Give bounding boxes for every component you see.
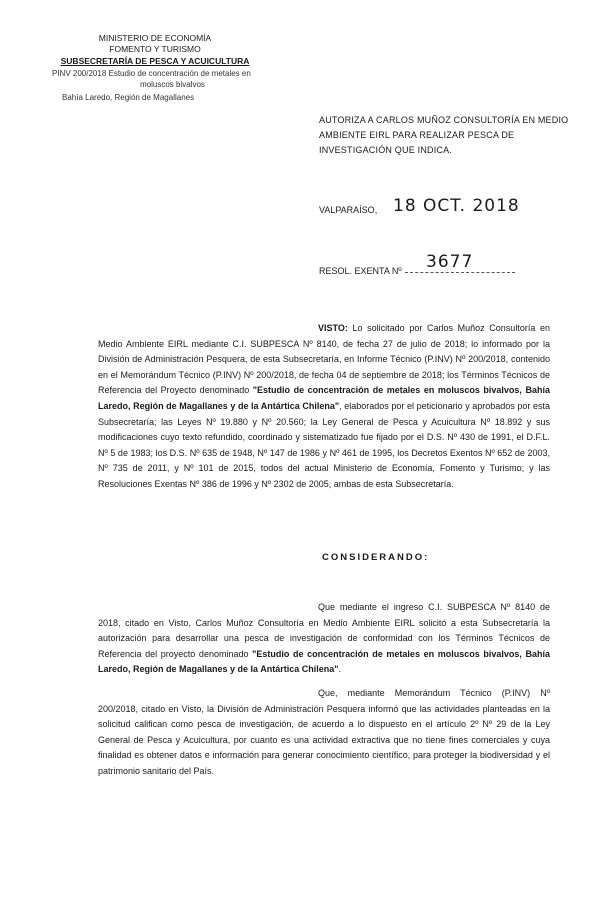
document-title: AUTORIZA A CARLOS MUÑOZ CONSULTORÍA EN MEDIO AMBIENTE EIRL PARA REALIZAR PESCA DE INVESTIGACIÓN QUE INDICA. — [319, 115, 569, 155]
visto-project-name: "Estudio de concentración de metales en moluscos bivalvos, Bahía Laredo, Región de Magallanes y de la Antártica Chilena" — [98, 385, 550, 411]
visto-text-1: Lo solicitado por Carlos Muñoz Consultoría en Medio Ambiente EIRL mediante C.I. SUBPESCA Nº 8140, de fecha 27 de julio de 2018; lo informado por la División de Administración Pesquera, de esta Subsecretaría, en Informe Técnico (P.INV) Nº 200/2018, contenido en el Memorándum Técnico (P.INV) Nº 200/2018, de fecha 04 de septiembre de 2018; los Términos Técnicos de Referencia del Proyecto denominado — [98, 323, 550, 396]
visto-paragraph — [98, 321, 550, 493]
subsecretaria-name: SUBSECRETARÍA DE PESCA Y ACUICULTURA — [60, 56, 250, 66]
reference-line-2: moluscos bivalvos — [140, 80, 205, 89]
ministry-line-1: MINISTERIO DE ECONOMÍA — [98, 33, 212, 43]
considerando-p1-end: . — [338, 664, 342, 675]
reference-line-3: Bahía Laredo, Región de Magallanes — [62, 93, 195, 102]
considerando-p1-project: "Estudio de concentración de metales en moluscos bivalvos, Bahía Laredo, Región de Magallanes y de la Antártica Chilena" — [98, 648, 550, 675]
date-stamp: 18 OCT. 2018 — [393, 196, 520, 216]
considerando-paragraph-1 — [98, 600, 550, 678]
resolution-number: 3677 — [426, 252, 474, 272]
resolution-label: RESOL. EXENTA Nº — [319, 266, 402, 276]
considerando-p1-text: Que mediante el ingreso C.I. SUBPESCA Nº 8140 de 2018, citado en Visto, Carlos Muñoz Consultoría en Medio Ambiente EIRL solicitó a esta Subsecretaría la autorización para desarrollar una pesca de investigación de conformidad con los Términos Técnicos de Referencia del proyecto denominado — [98, 602, 550, 659]
place-label: VALPARAÍSO, — [319, 205, 378, 215]
resolution-underline — [405, 272, 515, 273]
visto-text-2: , elaborados por el peticionario y aprobados por esta Subsecretaría; las Leyes Nº 19.880 y Nº 20.560; la Ley General de Pesca y Acuicultura Nº 18.892 y sus modificaciones cuyo texto refundido, coordinado y sistematizado fue fijado por el D.S. Nº 430 de 1991, el D.F.L. Nº 5 de 1983; los D.S. Nº 635 de 1948, Nº 147 de 1986 y Nº 461 de 1995, los Decretos Exentos Nº 652 de 2003, Nº 735 de 2011, y Nº 101 de 2015, todos del actual Ministerio de Economía, Fomento y Turismo; y las Resoluciones Exentas Nº 386 de 1996 y Nº 2302 de 2005, ambas de esta Subsecretaría. — [98, 400, 551, 489]
considerando-heading: CONSIDERANDO: — [322, 552, 430, 563]
ministry-line-2: FOMENTO Y TURISMO — [109, 44, 201, 54]
reference-line-1: PINV 200/2018 Estudio de concentración de metales en — [52, 69, 251, 78]
considerando-p2-text: Que, mediante Memorándum Técnico (P.INV) Nº 200/2018, citado en Visto, la División de Administración Pesquera informó que las actividades planteadas en la solicitud califican como pesca de investigación, de acuerdo a lo dispuesto en el artículo 2º Nº 29 de la Ley General de Pesca y Acuicultura, por cuanto es una actividad extractiva que no tiene fines comerciales y cuya finalidad es obtener datos e información para generar conocimiento científico, para proteger la biodiversidad y el patrimonio sanitario del País. — [98, 688, 550, 776]
visto-label: VISTO: — [318, 323, 348, 333]
considerando-paragraph-2 — [98, 686, 550, 780]
